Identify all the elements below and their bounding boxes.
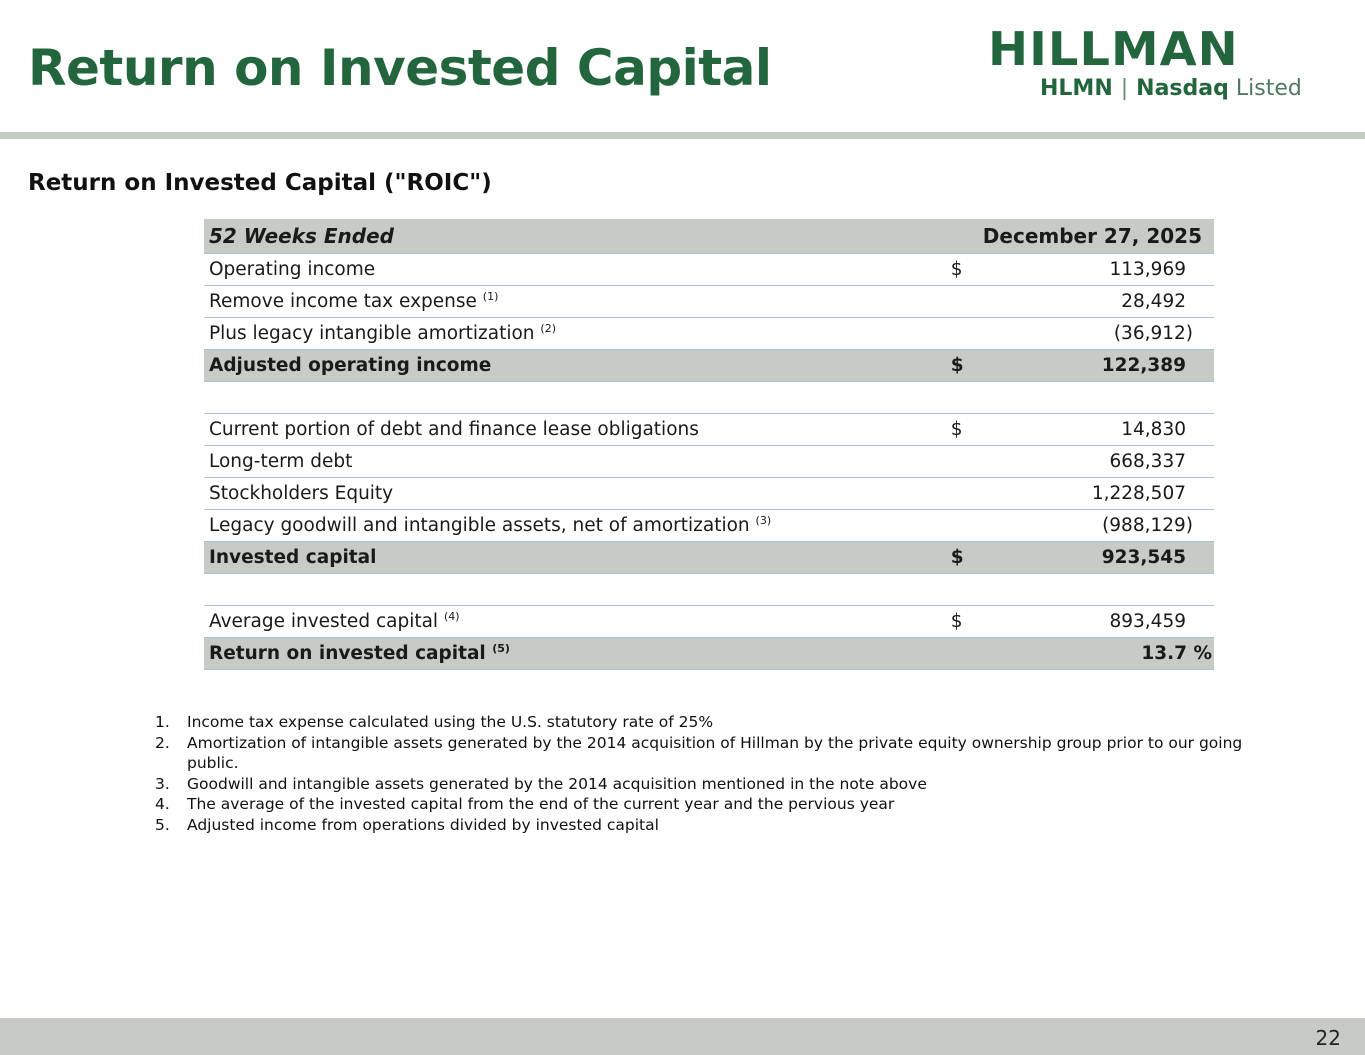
logo-ticker: HLMN — [1040, 76, 1113, 101]
section-heading: Return on Invested Capital ("ROIC") — [28, 170, 492, 196]
row-dollar — [946, 318, 978, 350]
date-header: December 27, 2025 — [946, 219, 1214, 254]
row-dollar: $ — [946, 606, 978, 638]
row-label — [204, 542, 946, 574]
spacer-row — [204, 574, 1214, 606]
footnote-text: Amortization of intangible assets generated by the 2014 acquisition of Hillman by the private equity ownership group prior to our going public. — [187, 733, 1243, 773]
row-label-text: Long-term debt — [209, 451, 353, 472]
row-dollar — [946, 510, 978, 542]
page-number: 22 — [1315, 1026, 1341, 1050]
row-dollar — [946, 478, 978, 510]
row-dollar — [946, 286, 978, 318]
total-row — [204, 638, 1214, 670]
table-row — [204, 414, 1214, 446]
row-dollar: $ — [946, 414, 978, 446]
spacer-row — [204, 382, 1214, 414]
footnote-number: 5. — [155, 815, 170, 834]
row-label — [204, 510, 946, 542]
row-value: 923,545 — [977, 542, 1214, 574]
period-header: 52 Weeks Ended — [204, 219, 946, 254]
table-row — [204, 510, 1214, 542]
footnote-number: 1. — [155, 713, 170, 731]
row-label-text: Average invested capital — [209, 611, 439, 632]
table-row — [204, 286, 1214, 318]
row-label — [204, 350, 946, 382]
row-label-text: Current portion of debt and finance lease obligations — [209, 419, 699, 440]
row-label — [204, 446, 946, 478]
footnote-number: 2. — [155, 733, 170, 752]
total-row — [204, 542, 1214, 574]
row-value: 113,969 — [977, 254, 1214, 286]
row-dollar: $ — [946, 542, 978, 574]
footnote-number: 3. — [155, 774, 170, 793]
row-value: 14,830 — [977, 414, 1214, 446]
footnote-text: Adjusted income from operations divided by invested capital — [187, 815, 659, 834]
table-header-row — [204, 219, 1214, 254]
row-value: 122,389 — [977, 350, 1214, 382]
hillman-logo — [988, 22, 1348, 106]
row-dollar: $ — [946, 350, 978, 382]
footnote-ref: (4) — [443, 610, 460, 623]
table-row — [204, 446, 1214, 478]
row-label — [204, 254, 946, 286]
table-row — [204, 606, 1214, 638]
logo-exchange-suffix: Listed — [1235, 76, 1302, 101]
footnote-ref: (3) — [755, 514, 772, 527]
footnote-text: The average of the invested capital from the end of the current year and the pervious year — [187, 795, 895, 814]
footnote-ref: (1) — [482, 290, 499, 303]
row-label-text: Legacy goodwill and intangible assets, net of amortization — [209, 515, 750, 536]
footnote-text: Income tax expense calculated using the U.S. statutory rate of 25% — [187, 713, 714, 731]
row-label — [204, 478, 946, 510]
row-value: (36,912) — [977, 318, 1214, 350]
logo-listing — [1040, 75, 1302, 103]
row-value: 28,492 — [977, 286, 1214, 318]
header-divider — [0, 132, 1365, 139]
row-value: 1,228,507 — [977, 478, 1214, 510]
table-row — [204, 478, 1214, 510]
logo-wordmark: HILLMAN — [988, 22, 1239, 76]
footnote-text: Goodwill and intangible assets generated by the 2014 acquisition mentioned in the note above — [187, 774, 927, 793]
row-value: 668,337 — [977, 446, 1214, 478]
table-row — [204, 254, 1214, 286]
footnote-item — [155, 815, 1295, 836]
row-dollar — [946, 446, 978, 478]
row-dollar: $ — [946, 254, 978, 286]
row-label — [204, 414, 946, 446]
footer-bar — [0, 1018, 1365, 1055]
row-label-text: Invested capital — [209, 547, 377, 568]
row-label-text: Stockholders Equity — [209, 483, 394, 504]
table-row — [204, 318, 1214, 350]
footnote-item — [155, 794, 1295, 815]
page-title: Return on Invested Capital — [28, 39, 772, 97]
total-row — [204, 350, 1214, 382]
roic-table — [204, 219, 1214, 670]
row-label-text: Operating income — [209, 259, 376, 280]
row-label — [204, 318, 946, 350]
row-label-text: Adjusted operating income — [209, 355, 492, 376]
row-label — [204, 638, 946, 670]
row-label-text: Remove income tax expense — [209, 291, 477, 312]
footnotes — [155, 712, 1295, 836]
footnote-item — [155, 712, 1295, 733]
footnote-number: 4. — [155, 795, 170, 814]
logo-exchange: Nasdaq — [1136, 76, 1229, 101]
row-dollar — [946, 638, 978, 670]
logo-separator: | — [1120, 76, 1129, 101]
row-label — [204, 606, 946, 638]
footnote-item — [155, 733, 1295, 774]
row-value: (988,129) — [977, 510, 1214, 542]
footnote-ref: (2) — [540, 322, 556, 335]
row-label — [204, 286, 946, 318]
row-label-text: Return on invested capital — [209, 643, 486, 664]
row-label-text: Plus legacy intangible amortization — [209, 323, 535, 344]
row-value: 893,459 — [977, 606, 1214, 638]
row-value: 13.7 % — [977, 638, 1214, 670]
footnote-ref: (5) — [492, 642, 510, 655]
footnote-item — [155, 774, 1295, 795]
